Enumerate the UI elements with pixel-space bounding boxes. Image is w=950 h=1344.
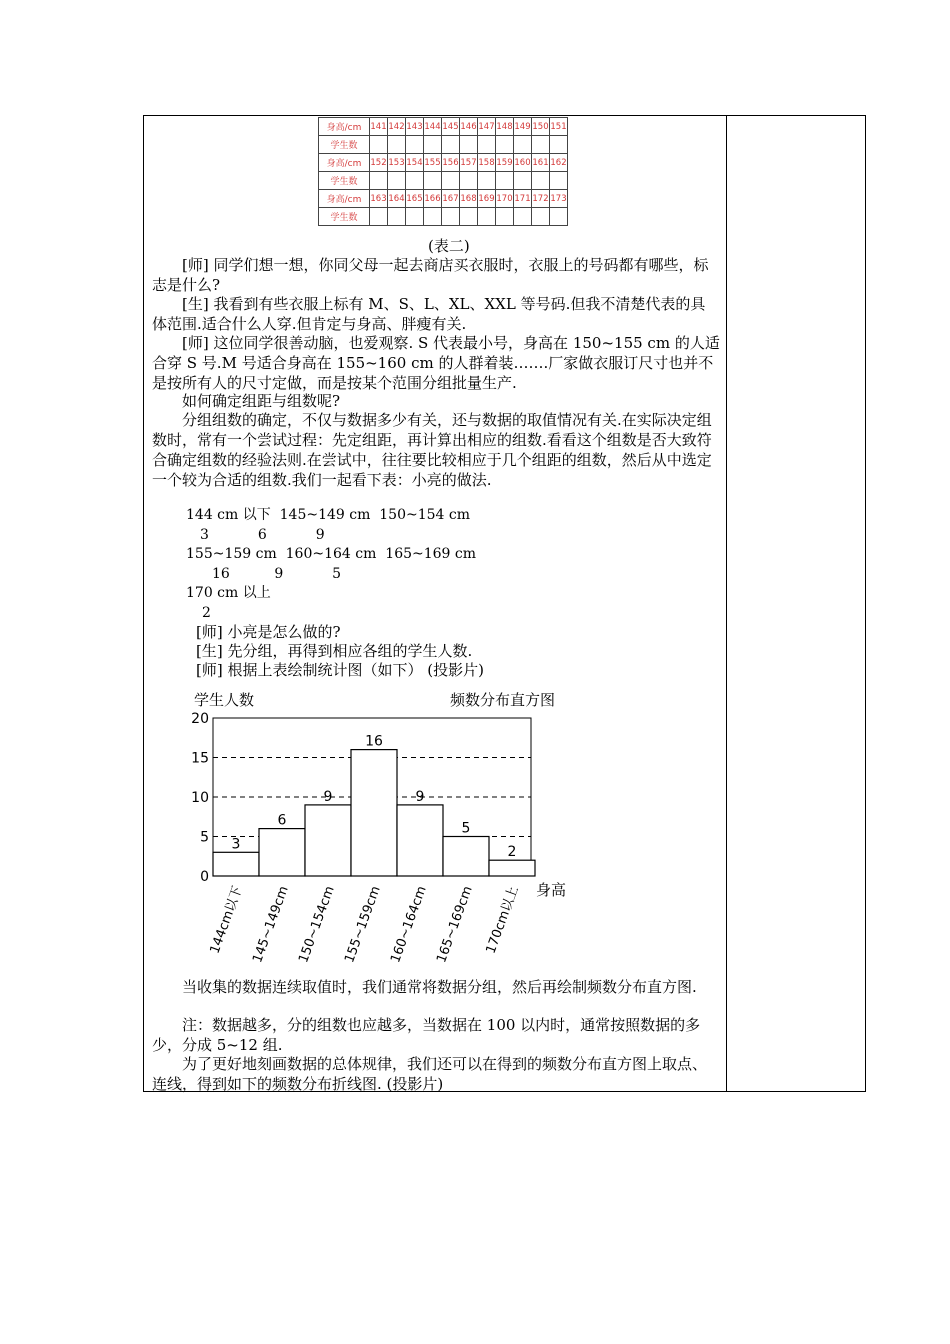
- paragraph: 当收集的数据连续取值时，我们通常将数据分组，然后再绘制频数分布直方图.: [182, 978, 697, 996]
- y-tick-label: 0: [200, 869, 209, 885]
- bar: [213, 852, 259, 876]
- bar: [351, 750, 397, 876]
- bar: [489, 860, 535, 876]
- paragraph: 如何确定组距与组数呢?: [182, 392, 341, 410]
- height-table: [318, 117, 568, 226]
- x-tick-label: 145~149cm: [250, 884, 292, 965]
- bar-value-label: 6: [277, 812, 287, 829]
- x-axis-label: 身高: [536, 881, 567, 899]
- group-line: 144 cm 以下 145~149 cm 150~154 cm: [186, 507, 471, 523]
- y-tick-label: 5: [200, 829, 209, 846]
- x-tick-label: 160~164cm: [388, 884, 430, 965]
- dialog-line: [生] 先分组，再得到相应各组的学生人数.: [196, 642, 473, 660]
- table-row: 身高/cm 141 142 143 144 145 146 147 148 149 150 151: [319, 118, 568, 136]
- bar-value-label: 16: [365, 733, 383, 750]
- group-line: 155~159 cm 160~164 cm 165~169 cm: [186, 546, 477, 562]
- group-line: 16 9 5: [212, 566, 342, 582]
- paragraph: [师] 这位同学很善动脑，也爱观察. S 代表最小号，身高在 150~155 cm 的人适合穿 S 号.M 号适合身高在 155~160 cm 的人群着装…….厂家做衣服订尺寸也并不是按所有人的尺寸定做，而是按某个范围分组批量生产.: [152, 334, 720, 392]
- bar-value-label: 5: [461, 820, 471, 837]
- bar-value-label: 3: [231, 836, 241, 853]
- x-tick-label: 144cm以下: [207, 884, 246, 956]
- group-line: 3 6 9: [200, 527, 325, 543]
- table-row: 身高/cm 152 153 154 155 156 157 158 159 160 161 162: [319, 154, 568, 172]
- bar-value-label: 9: [323, 788, 333, 805]
- paragraph: [生] 我看到有些衣服上标有 M、S、L、XL、XXL 等号码.但我不清楚代表的具体范围.适合什么人穿.但肯定与身高、胖瘦有关.: [152, 295, 706, 333]
- y-tick-label: 15: [191, 750, 209, 767]
- histogram-chart: [180, 683, 600, 968]
- paragraph: 为了更好地刻画数据的总体规律，我们还可以在得到的频数分布直方图上取点、连线，得到如下的频数分布折线图. (投影片): [152, 1055, 708, 1093]
- table-row: 身高/cm 163 164 165 166 167 168 169 170 171 172 173: [319, 190, 568, 208]
- paragraph: [师] 同学们想一想，你同父母一起去商店买衣服时，衣服上的号码都有哪些，标志是什么?: [152, 256, 709, 294]
- paragraph: 注：数据越多，分的组数也应越多，当数据在 100 以内时，通常按照数据的多少，分成 5~12 组.: [152, 1016, 701, 1054]
- dialog-line: [师] 根据上表绘制统计图（如下） (投影片): [196, 661, 484, 679]
- x-tick-label: 170cm以上: [483, 884, 522, 956]
- table-row: 学生数: [319, 172, 568, 190]
- table-row: 学生数: [319, 136, 568, 154]
- bar-value-label: 2: [507, 844, 517, 861]
- column-divider: [726, 115, 727, 1092]
- bar: [397, 805, 443, 876]
- x-tick-label: 165~169cm: [434, 884, 476, 965]
- group-line: 2: [202, 605, 211, 621]
- y-axis-label: 学生人数: [194, 691, 255, 709]
- paragraph: 分组组数的确定，不仅与数据多少有关，还与数据的取值情况有关.在实际决定组数时，常有一个尝试过程：先定组距，再计算出相应的组数.看看这个组数是否大致符合确定组数的经验法则.在尝试中，往往要比较相应于几个组距的组数，然后从中选定一个较为合适的组数.我们一起看下表：小亮的做法.: [152, 411, 712, 489]
- y-tick-label: 10: [191, 790, 209, 806]
- x-tick-label: 155~159cm: [342, 884, 384, 965]
- bar-value-label: 9: [415, 788, 425, 805]
- table-row: 学生数: [319, 208, 568, 226]
- bar: [305, 805, 351, 876]
- x-tick-label: 150~154cm: [296, 884, 338, 965]
- dialog-line: [师] 小亮是怎么做的?: [196, 623, 341, 641]
- y-tick-label: 20: [191, 711, 209, 727]
- chart-title: 频数分布直方图: [450, 691, 556, 709]
- table-caption: (表二): [428, 237, 470, 255]
- bar: [259, 829, 305, 876]
- bar: [443, 837, 489, 877]
- group-line: 170 cm 以上: [186, 585, 271, 601]
